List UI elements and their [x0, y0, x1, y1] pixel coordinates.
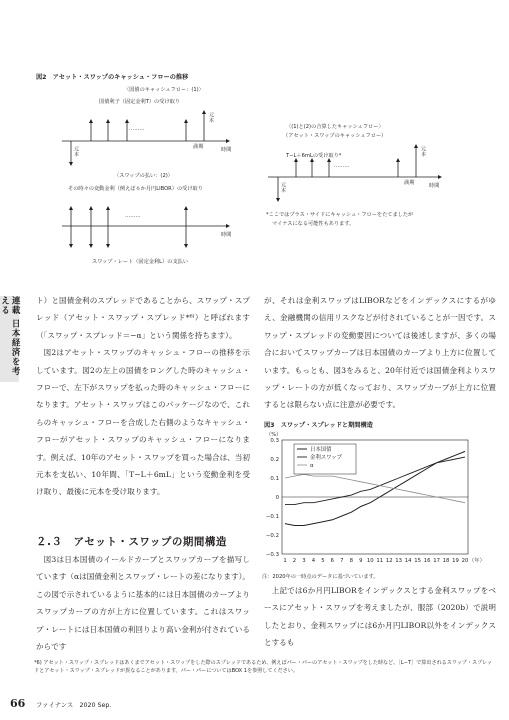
figure3-unit: （%）: [266, 432, 282, 438]
x-tick-label: 9: [359, 558, 363, 564]
y-tick-label: −0.1: [265, 514, 279, 520]
legend-label: 日本国債: [310, 447, 332, 453]
combined-receive-label: T−L＋6mLの受け取り*: [286, 153, 342, 159]
magazine-footer: ファイナンス 2020 Sep.: [36, 702, 112, 709]
figure2-title: 図2 アセット・スワップのキャッシュ・フローの推移: [36, 74, 189, 81]
series-line-3: [285, 474, 465, 503]
left-column-bottom: [36, 551, 250, 655]
left-paragraph-1: ト）と国債金利のスプレッドであることから、スワップ・スプレッド（アセット・スワップ・スプレッド*⁶⁾）と呼ばれます（「スワップ・スプレッド＝−α」という関係を持ちます）。: [36, 296, 250, 340]
footnote-mark: *6): [34, 660, 42, 666]
y-tick-label: 0.1: [270, 476, 279, 482]
x-unit-label: （年）: [469, 558, 485, 564]
left-column-top: [36, 292, 250, 501]
combined-label-1: 〈(1)と(2)の合算したキャッシュフロー〉: [286, 124, 384, 130]
x-tick-label: 4: [311, 558, 316, 564]
figure3-chart: [260, 436, 485, 572]
figure2-note-1: *ここではプラス・サイドにキャッシュ・フローをたてましたが: [266, 212, 414, 218]
legend-label: α: [310, 463, 314, 469]
swap-rate-label: スワップ・レート（固定金利L）の支払い: [92, 259, 189, 265]
bond-dots: ………: [129, 126, 145, 132]
x-tick-label: 7: [340, 558, 344, 564]
right-paragraph-2: 上記では6か月円LIBORをインデックスとする金利スワップをベースにアセット・スワップを考えましたが、服部（2020b）で説明したとおり、金利スワップには6か月円LIBOR以外をインデックスとするも: [264, 586, 496, 648]
x-tick-label: 16: [423, 558, 431, 564]
x-tick-label: 17: [433, 558, 440, 564]
x-tick-label: 18: [442, 558, 450, 564]
section-heading: ２.３ アセット・スワップの期間構造: [36, 536, 227, 548]
figure2-note-2: マイナスになる可能性もあります。: [272, 221, 355, 227]
x-tick-label: 2: [292, 558, 297, 564]
page-number: 66: [10, 697, 26, 710]
right-column-top: [264, 292, 496, 414]
combined-dots: ………: [334, 163, 350, 169]
combined-label-2: （アセット・スワップのキャッシュフロー）: [283, 133, 387, 139]
x-tick-label: 1: [283, 558, 287, 564]
combined-maturity-label: 満期: [404, 180, 415, 186]
x-tick-label: 6: [330, 558, 335, 564]
bond-principal-out-label: 元本: [73, 146, 79, 157]
bond-maturity-label: 満期: [193, 144, 204, 150]
swap-time-label: 時間: [221, 232, 232, 238]
x-tick-label: 8: [349, 558, 354, 564]
bond-cf-label: 〈国債のキャッシュフロー：(1)〉: [124, 87, 204, 93]
swap-dots: ………: [125, 213, 141, 219]
figure3-note: 注：2020年の一時点のデータに基づいています。: [262, 574, 379, 580]
y-tick-label: 0.2: [270, 457, 279, 463]
footnote: [34, 659, 496, 675]
x-tick-label: 5: [321, 558, 325, 564]
x-tick-label: 11: [376, 558, 384, 564]
bond-time-label: 時間: [221, 147, 232, 153]
bond-principal-label: 元本: [208, 112, 214, 123]
x-tick-label: 20: [461, 558, 469, 564]
x-tick-label: 13: [395, 558, 403, 564]
x-tick-label: 19: [452, 558, 459, 564]
swap-pay-desc: その時々の変動金利（例えば６か月円LIBOR）の受け取り: [68, 186, 203, 192]
y-tick-label: 0.3: [270, 438, 279, 444]
swap-fixed-arrows: [71, 226, 186, 246]
combined-principal-label: 元本: [420, 146, 426, 157]
combined-time-label: 時間: [429, 183, 440, 189]
swap-pay-label: 〈スワップの払い：(2)〉: [114, 173, 173, 179]
combined-principal-out-label: 元本: [280, 182, 286, 193]
y-tick-label: −0.2: [265, 533, 279, 539]
x-tick-label: 3: [302, 558, 306, 564]
x-tick-label: 14: [404, 558, 412, 564]
figure2-diagram: [0, 0, 509, 280]
footnote-text: アセット・スワップ・スプレッドはあくまでアセット・スワップをした際のスプレッドであるため、例えばパー・パーのアセット・スワップをした時など、［L−T］で算出されるスワップ・スプレッドとアセット・スワップ・スプレッドが異なることがあります。パー・パーについてはBOX 1を参照してください。: [34, 660, 493, 674]
left-paragraph-2: 図2はアセット・スワップのキャッシュ・フローの推移を示しています。図2の左上の国債をロングした時のキャッシュ・フローで、左下がスワップを払った時のキャッシュ・フローになります。アセット・スワップはこのパッケージなので、これらのキャッシュ・フローを合成した右側のようなキャッシュ・フローがアセット・スワップのキャッシュ・フローになります。例えば、10年のアセット・スワップを買った場合は、当初元本を支払い、10年間、「T−L＋6mL」という変動金利を受け取り、最後に元本を受け取ります。: [36, 348, 250, 497]
right-paragraph-1: が、それは金利スワップはLIBORなどをインデックスにするがゆえ、金融機関の信用リスクなどが付されていることが一因です。スワップ・スプレッドの変動要因については後述しますが、多くの場合においてスワップカーブは日本国債のカーブより上方に位置しています。もっとも、図3をみると、20年付近では国債金利よりスワップ・レートの方が低くなっており、スワップカーブが上方に位置するとは限らない点に注意が必要です。: [264, 296, 496, 410]
legend-label: 金利スワップ: [310, 455, 343, 461]
series-side-tab: 連載 日本経済を考える: [0, 296, 19, 382]
x-tick-label: 12: [385, 558, 393, 564]
right-column-bottom: [264, 582, 496, 652]
y-tick-label: 0: [275, 495, 279, 501]
bond-coupon-label: 国債利子（固定金利T）の受け取り: [99, 99, 180, 105]
y-tick-label: −0.3: [265, 552, 279, 558]
figure3-title: 図3 スワップ・スプレッドと期間構造: [264, 422, 373, 429]
x-tick-label: 15: [414, 558, 422, 564]
left-paragraph-3: 図3は日本国債のイールドカーブとスワップカーブを描写しています（αは国債金利とスワップ・レートの差になります）。この図で示されているように基本的には日本国債のカーブよりスワップカーブの方が上方に位置しています。これはスワップ・レートには日本国債の利回りより高い金利が付されているからです: [36, 555, 250, 652]
x-tick-label: 10: [366, 558, 374, 564]
